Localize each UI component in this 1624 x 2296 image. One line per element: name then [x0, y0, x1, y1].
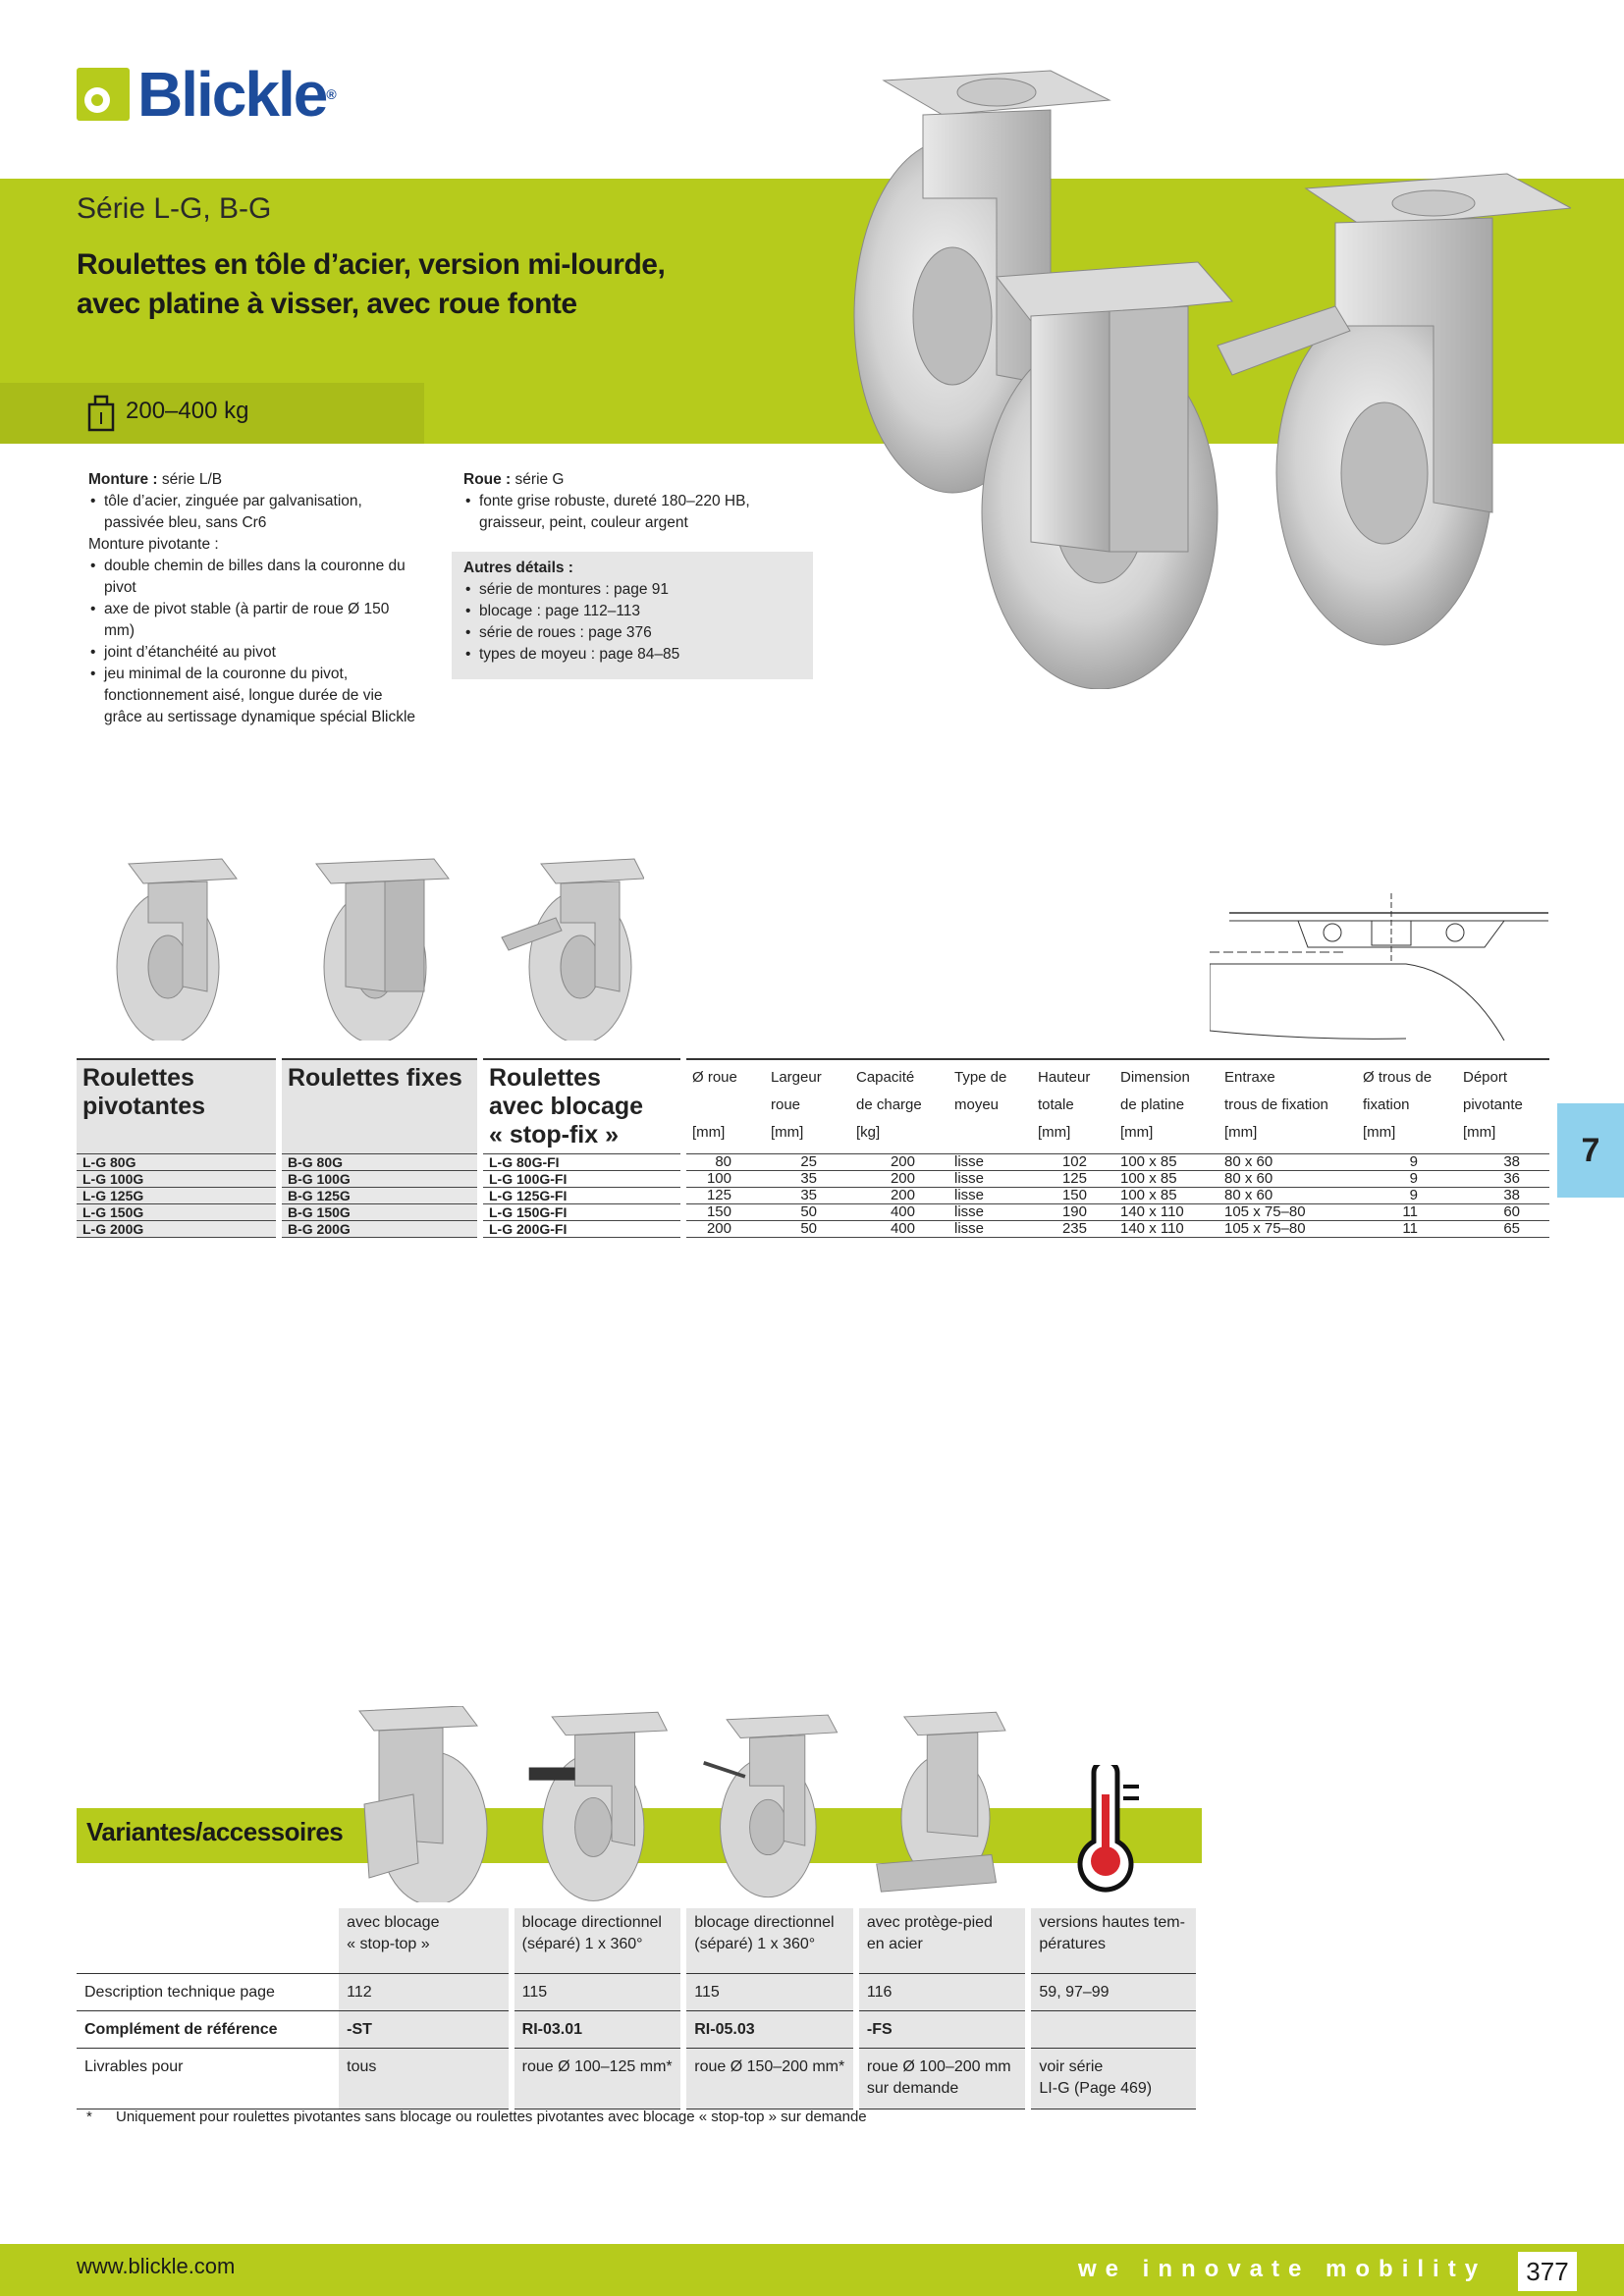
table-cell: 38	[1503, 1152, 1520, 1170]
series-title: Série L-G, B-G	[77, 192, 272, 225]
article-code-cell: L-G 125G	[77, 1187, 279, 1203]
chapter-tab[interactable]: 7	[1557, 1103, 1624, 1198]
list-item: • blocage : page 112–113	[463, 601, 807, 622]
header-line: Roulettes	[489, 1064, 601, 1092]
cell: 115	[512, 1973, 684, 2010]
cell: 112	[339, 1973, 511, 2010]
list-item: • fonte grise robuste, dureté 180–220 HB, graisseur, peint, couleur argent	[463, 491, 817, 534]
article-code-cell: L-G 200G	[77, 1220, 279, 1237]
table-row	[77, 1187, 1549, 1203]
col-header: Déport pivotante [mm]	[1463, 1069, 1523, 1141]
table-cell: 150	[706, 1202, 731, 1220]
other-list	[463, 579, 807, 666]
cell: roue Ø 100–125 mm*	[512, 2048, 684, 2109]
swivel-caster-image	[94, 844, 242, 1041]
article-code-cell: B-G 100G	[279, 1170, 480, 1187]
product-table	[77, 1058, 1549, 1238]
article-code-cell: L-G 200G-FI	[480, 1220, 683, 1237]
subtitle-line: Roulettes en tôle d’acier, version mi-lourde,	[77, 248, 666, 281]
col-header: Capacité de charge [kg]	[856, 1069, 922, 1141]
wheel-list	[463, 491, 817, 534]
article-code-cell: B-G 150G	[279, 1203, 480, 1220]
table-cell: 125	[1061, 1169, 1087, 1187]
brand-logo	[77, 59, 337, 130]
article-code-cell: L-G 80G	[77, 1153, 279, 1170]
list-item: • types de moyeu : page 84–85	[463, 644, 807, 666]
cell: -FS	[866, 2020, 893, 2038]
spec-label: Monture pivotante :	[88, 536, 219, 553]
table-cell: 25	[800, 1152, 817, 1170]
table-cell: 60	[1503, 1202, 1520, 1220]
col-header-swivel: Roulettes pivotantes	[77, 1059, 279, 1153]
variant-ri0301-image	[524, 1706, 672, 1902]
table-cell: 235	[1061, 1219, 1087, 1237]
variant-header: avec protège-pied en acier	[856, 1908, 1029, 1973]
table-cell: 11	[1402, 1219, 1418, 1237]
table-body	[77, 1153, 1549, 1237]
table-row	[77, 1973, 1199, 2010]
table-cell: 35	[800, 1186, 817, 1203]
variant-header: avec blocage « stop-top »	[339, 1908, 511, 1973]
cell: 59, 97–99	[1028, 1973, 1199, 2010]
cell: -ST	[347, 2020, 372, 2038]
table-cell: 100 x 85	[1120, 1152, 1177, 1170]
page-number: 377	[1518, 2252, 1577, 2291]
thermometer-icon	[1072, 1765, 1151, 1893]
table-cell: lisse	[954, 1219, 985, 1237]
footer-slogan: we innovate mobility	[1078, 2256, 1488, 2282]
col-header: Ø trous de fixation [mm]	[1363, 1069, 1433, 1141]
table-row	[77, 1908, 1199, 1973]
brand-name: Blickle	[137, 59, 327, 130]
variant-header: blocage directionnel (séparé) 1 x 360°	[683, 1908, 856, 1973]
table-cell: 35	[800, 1169, 817, 1187]
spec-label: Autres détails :	[463, 560, 573, 576]
table-cell: 200	[890, 1152, 915, 1170]
list-item: • joint d’étanchéité au pivot	[88, 642, 422, 664]
cell: voir série LI-G (Page 469)	[1028, 2048, 1199, 2109]
table-cell: 400	[890, 1219, 915, 1237]
variants-title: Variantes/accessoires	[86, 1817, 344, 1846]
table-cell: 105 x 75–80	[1224, 1202, 1306, 1220]
registered-mark: ®	[326, 86, 337, 102]
cell: RI-05.03	[694, 2020, 755, 2038]
braked-caster-image	[497, 844, 644, 1041]
spec-value: série G	[514, 471, 565, 488]
variant-ri0503-image	[699, 1706, 846, 1902]
spec-value: série L/B	[161, 471, 223, 488]
col-header: Hauteur totale [mm]	[1038, 1069, 1091, 1141]
cell: tous	[339, 2048, 511, 2109]
table-row	[77, 1153, 1549, 1170]
spec-other	[463, 558, 807, 666]
col-header: Type de moyeu	[954, 1069, 1007, 1113]
cell: RI-03.01	[521, 2020, 583, 2038]
table-row	[77, 1220, 1549, 1237]
row-label: Complément de référence	[84, 2020, 278, 2038]
table-cell: 200	[706, 1219, 731, 1237]
article-code-cell: B-G 125G	[279, 1187, 480, 1203]
row-label: Livrables pour	[84, 2057, 184, 2075]
list-item: • axe de pivot stable (à partir de roue Ø 150 mm)	[88, 599, 422, 642]
list-item: • tôle d’acier, zinguée par galvanisation, passivée bleu, sans Cr6	[88, 491, 422, 534]
col-header-stopfix	[480, 1059, 683, 1153]
variant-header: versions hautes tem- pératures	[1028, 1908, 1199, 1973]
table-cell: 100	[706, 1169, 731, 1187]
footnote-text: Uniquement pour roulettes pivotantes sans blocage ou roulettes pivotantes avec blocage « stop-top » sur demande	[116, 2109, 867, 2125]
spec-wheel	[463, 469, 817, 534]
table-cell: 50	[800, 1219, 817, 1237]
frame-list	[88, 491, 422, 534]
list-item: • série de montures : page 91	[463, 579, 807, 601]
list-item: • double chemin de billes dans la couronne du pivot	[88, 556, 422, 599]
footnote-mark: *	[86, 2109, 92, 2125]
spec-label: Roue :	[463, 471, 512, 488]
table-cell: 9	[1409, 1152, 1418, 1170]
table-cell: lisse	[954, 1169, 985, 1187]
swivel-list	[88, 556, 422, 728]
table-cell: lisse	[954, 1152, 985, 1170]
table-cell: lisse	[954, 1202, 985, 1220]
table-row	[77, 1203, 1549, 1220]
table-cell: 11	[1402, 1202, 1418, 1220]
footer-url-link[interactable]: www.blickle.com	[77, 2254, 236, 2278]
subtitle-line: avec platine à visser, avec roue fonte	[77, 288, 577, 320]
table-row	[77, 2010, 1199, 2048]
col-header: Ø roue [mm]	[692, 1069, 737, 1141]
table-cell: 80 x 60	[1224, 1186, 1273, 1203]
article-code-cell: L-G 150G	[77, 1203, 279, 1220]
table-cell: 80 x 60	[1224, 1169, 1273, 1187]
table-cell: 100 x 85	[1120, 1186, 1177, 1203]
col-header: Dimension de platine [mm]	[1120, 1069, 1190, 1141]
table-cell: 80	[715, 1152, 731, 1170]
col-header: Largeur roue [mm]	[771, 1069, 822, 1141]
logo-mark-icon	[77, 68, 130, 121]
article-code-cell: B-G 200G	[279, 1220, 480, 1237]
table-cell: 38	[1503, 1186, 1520, 1203]
table-cell: 105 x 75–80	[1224, 1219, 1306, 1237]
variant-fs-image	[872, 1706, 1019, 1902]
col-header: Entraxe trous de fixation [mm]	[1224, 1069, 1328, 1141]
list-item: • jeu minimal de la couronne du pivot, fonctionnement aisé, longue durée de vie grâce au sertissage dynamique spécial Blickle	[88, 664, 422, 728]
table-row	[77, 2048, 1199, 2109]
weight-icon	[86, 393, 116, 432]
article-code-cell: L-G 100G	[77, 1170, 279, 1187]
load-range: 200–400 kg	[126, 398, 249, 424]
table-cell: 100 x 85	[1120, 1169, 1177, 1187]
row-label: Description technique page	[84, 1983, 275, 2001]
table-cell: 190	[1061, 1202, 1087, 1220]
table-cell: 36	[1503, 1169, 1520, 1187]
article-code-cell: B-G 80G	[279, 1153, 480, 1170]
variant-header: blocage directionnel (séparé) 1 x 360°	[512, 1908, 684, 1973]
cell: roue Ø 100–200 mm sur demande	[856, 2048, 1029, 2109]
spec-label: Monture :	[88, 471, 158, 488]
table-cell: 9	[1409, 1186, 1418, 1203]
technical-drawing	[1210, 893, 1551, 1041]
page-subtitle	[77, 245, 764, 324]
table-cell: 150	[1061, 1186, 1087, 1203]
header-line: « stop-fix »	[489, 1121, 619, 1148]
table-cell: lisse	[954, 1186, 985, 1203]
casters-product-image	[785, 61, 1571, 689]
cell: 116	[856, 1973, 1029, 2010]
article-code-cell: L-G 125G-FI	[480, 1187, 683, 1203]
table-cell: 102	[1061, 1152, 1087, 1170]
article-code-cell: L-G 100G-FI	[480, 1170, 683, 1187]
cell: 115	[683, 1973, 856, 2010]
table-cell: 125	[706, 1186, 731, 1203]
footnote	[86, 2109, 867, 2125]
table-header-row	[77, 1059, 1549, 1153]
article-code-cell: L-G 150G-FI	[480, 1203, 683, 1220]
list-item: • série de roues : page 376	[463, 622, 807, 644]
article-code-cell: L-G 80G-FI	[480, 1153, 683, 1170]
table-cell: 9	[1409, 1169, 1418, 1187]
table-cell: 50	[800, 1202, 817, 1220]
table-row	[77, 1170, 1549, 1187]
table-cell: 140 x 110	[1120, 1202, 1184, 1220]
spec-frame	[88, 469, 422, 728]
table-cell: 200	[890, 1169, 915, 1187]
col-header-fixed: Roulettes fixes	[279, 1059, 480, 1153]
table-cell: 400	[890, 1202, 915, 1220]
fixed-caster-image	[306, 844, 454, 1041]
table-cell: 65	[1503, 1219, 1520, 1237]
variants-table	[77, 1908, 1202, 2109]
variant-stop-top-image	[350, 1706, 497, 1902]
table-cell: 200	[890, 1186, 915, 1203]
table-cell: 140 x 110	[1120, 1219, 1184, 1237]
header-line: avec blocage	[489, 1093, 644, 1120]
cell: roue Ø 150–200 mm*	[683, 2048, 856, 2109]
table-cell: 80 x 60	[1224, 1152, 1273, 1170]
